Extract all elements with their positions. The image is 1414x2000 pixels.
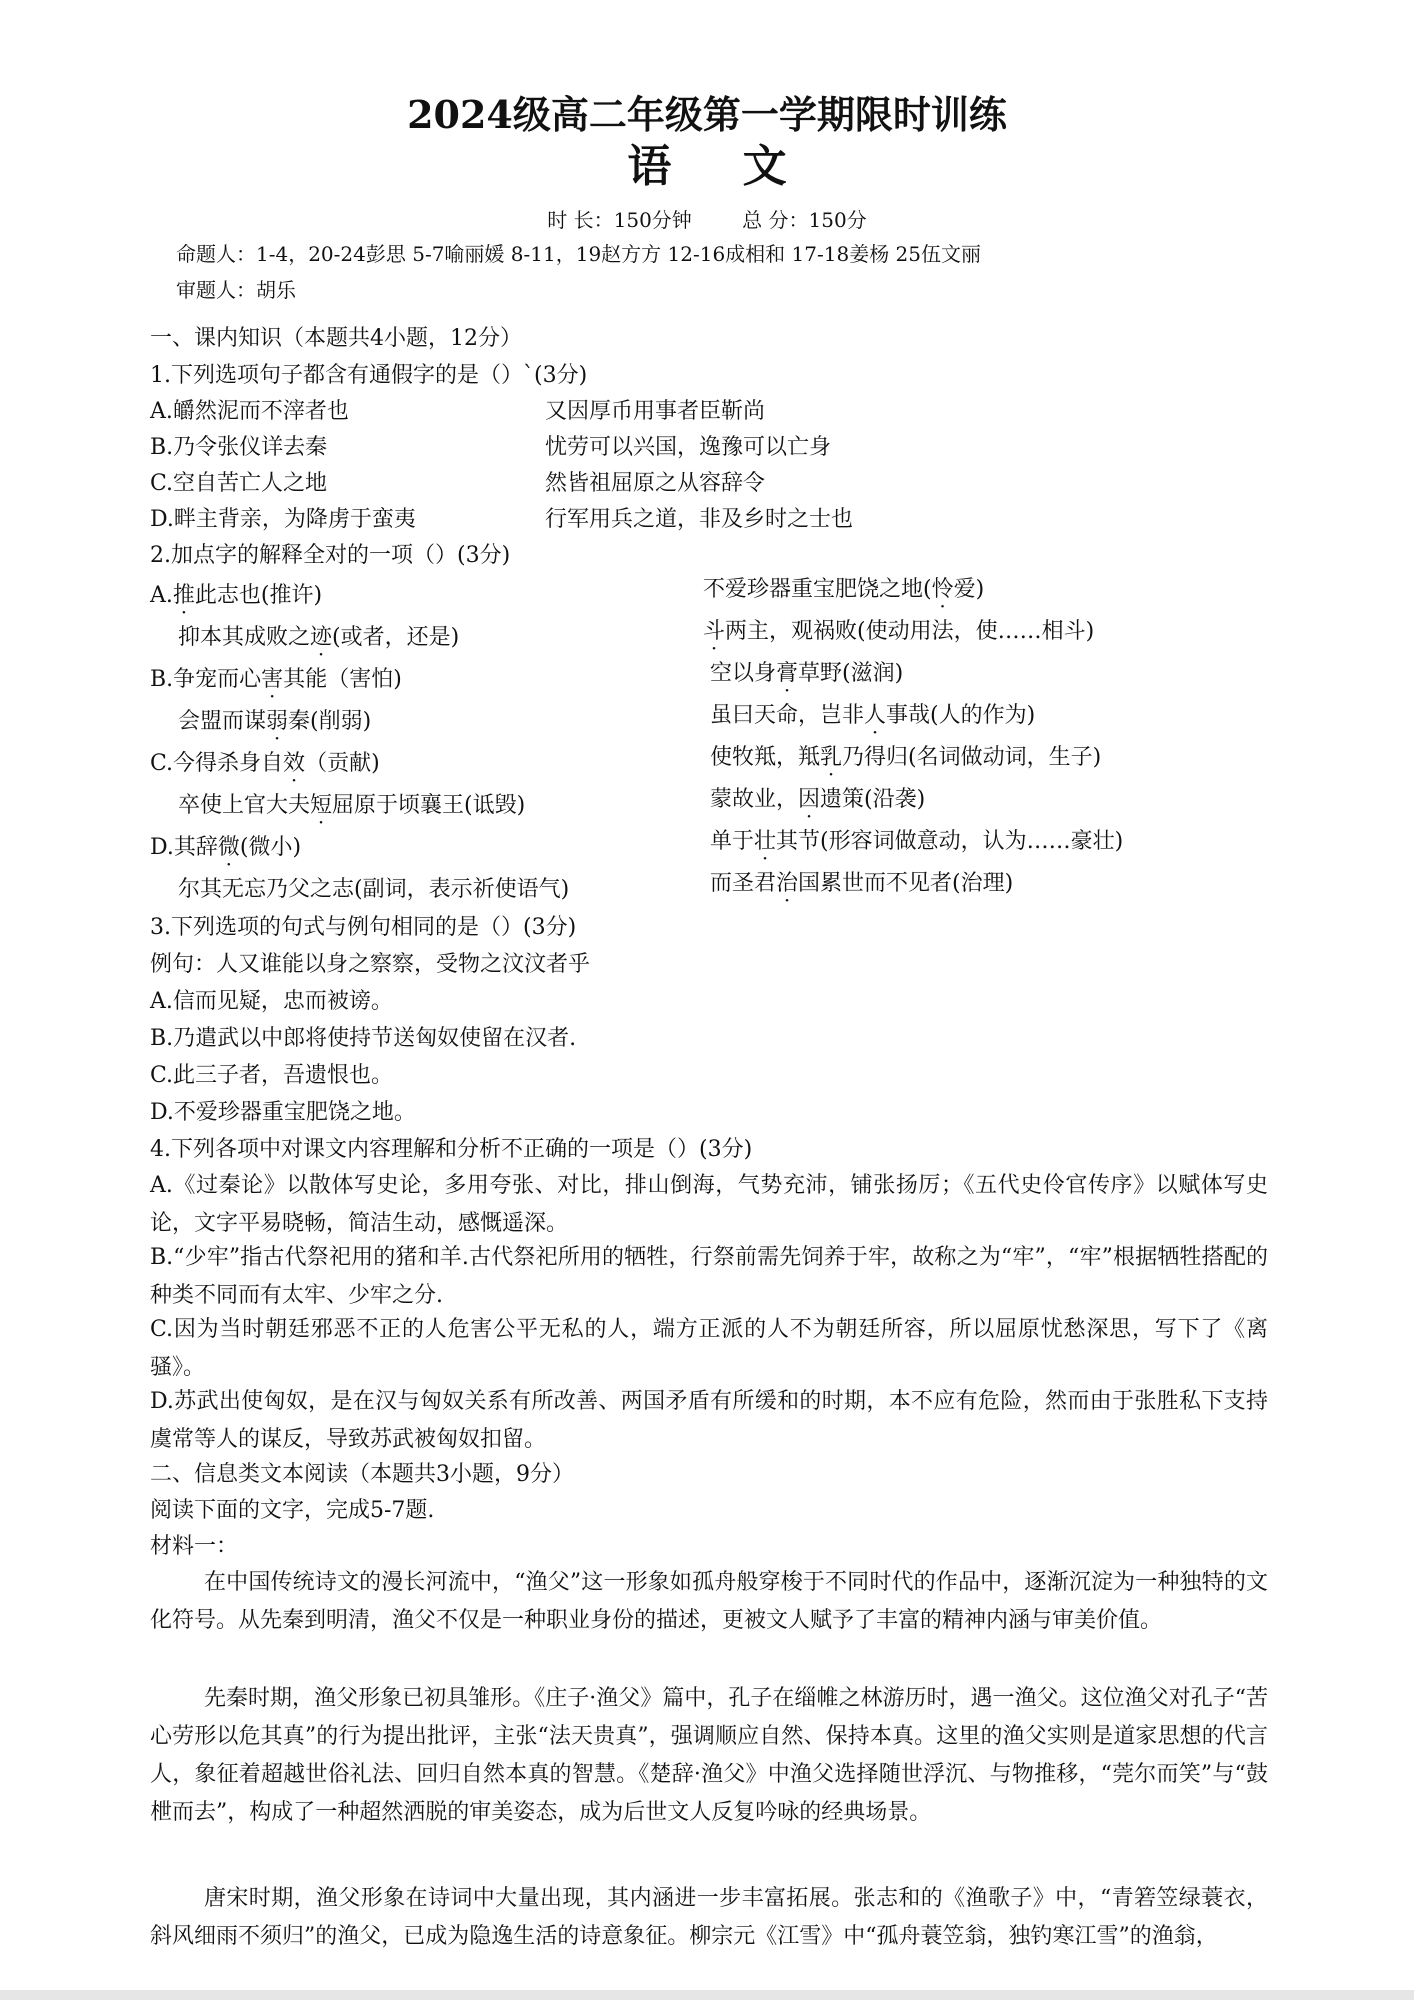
q2-row-a2-left: 抑本其成败之迹(或者，还是) bbox=[178, 625, 460, 650]
material-paragraph: 在中国传统诗文的漫长河流中，“渔父”这一形象如孤舟般穿梭于不同时代的作品中，逐渐沉淀为一种独特的文化符号。从先秦到明清，渔父不仅是一种职业身份的描述，更被文人赋予了丰富的精神内涵与审美价值。 bbox=[150, 1570, 1268, 1633]
dotted-char: 短 bbox=[310, 793, 333, 818]
q4-option-a: A.《过秦论》以散体写史论，多用夸张、对比，排山倒海，气势充沛，铺张扬厉；《五代史伶官传序》以赋体写史论，文字平易晓畅，简洁生动，感慨遥深。 bbox=[150, 1173, 1268, 1236]
dotted-char: 膏 bbox=[776, 661, 799, 686]
q2-row-a1-left: A.推此志也(推许) bbox=[150, 583, 323, 608]
material-label: 材料一： bbox=[150, 1534, 239, 1559]
exam-meta bbox=[0, 207, 1414, 233]
dotted-char: 效 bbox=[283, 751, 306, 776]
q2-row-c2-left: 卒使上官大夫短屈原于顷襄王(诋毁) bbox=[178, 793, 526, 818]
reviewer: 审题人：胡乐 bbox=[176, 278, 296, 302]
q3-example: 例句：人又谁能以身之察察，受物之汶汶者乎 bbox=[150, 952, 591, 977]
q2-row-c1-right: 使牧羝，羝乳乃得归(名词做动词，生子) bbox=[710, 745, 1102, 770]
duration: 时 长：150分钟 bbox=[547, 208, 692, 232]
q1-option-d-right: 行军用兵之道，非及乡时之士也 bbox=[545, 507, 854, 532]
dotted-char: 壮 bbox=[754, 829, 777, 854]
dotted-char: 人 bbox=[864, 703, 887, 728]
dotted-char: 推 bbox=[172, 583, 195, 608]
q2-row-d1-right: 单于壮其节(形容词做意动，认为……豪壮) bbox=[710, 829, 1124, 854]
dotted-char: 治 bbox=[776, 871, 799, 896]
q3-option-a: A.信而见疑，忠而被谤。 bbox=[150, 989, 393, 1014]
q3-option-c: C.此三子者，吾遗恨也。 bbox=[150, 1063, 394, 1088]
q3-option-d: D.不爱珍器重宝肥饶之地。 bbox=[150, 1100, 416, 1125]
q2-row-d1-left: D.其辞微(微小) bbox=[150, 835, 302, 860]
q2-row-a1-right: 不爱珍器重宝肥饶之地(怜爱) bbox=[703, 577, 985, 602]
dotted-char: 斗 bbox=[703, 619, 726, 644]
q1-option-a-right: 又因厚币用事者臣靳尚 bbox=[545, 399, 766, 424]
q4-option-b: B.“少牢”指古代祭祀用的猪和羊.古代祭祀所用的牺牲，行祭前需先饲养于牢，故称之为“牢”，“牢”根据牺牲搭配的种类不同而有太牢、少牢之分. bbox=[150, 1245, 1268, 1308]
q2-row-d2-right: 而圣君治国累世而不见者(治理) bbox=[710, 871, 1014, 896]
section2-instruction: 阅读下面的文字，完成5-7题. bbox=[150, 1498, 435, 1523]
material-paragraph: 唐宋时期，渔父形象在诗词中大量出现，其内涵进一步丰富拓展。张志和的《渔歌子》中，“青箬笠绿蓑衣，斜风细雨不须归”的渔父，已成为隐逸生活的诗意象征。柳宗元《江雪》中“孤舟蓑笠翁，独钓寒江雪”的渔翁， bbox=[150, 1886, 1268, 1949]
q2-row-b2-left: 会盟而谋弱秦(削弱) bbox=[178, 709, 372, 734]
q1-option-a-left: A.皭然泥而不滓者也 bbox=[150, 399, 349, 424]
q4-stem: 4.下列各项中对课文内容理解和分析不正确的一项是（）(3分) bbox=[150, 1137, 753, 1162]
q4-option-c: C.因为当时朝廷邪恶不正的人危害公平无私的人，端方正派的人不为朝廷所容，所以屈原忧愁深思，写下了《离骚》。 bbox=[150, 1317, 1268, 1380]
q3-stem: 3.下列选项的句式与例句相同的是（）(3分) bbox=[150, 915, 577, 940]
authors: 命题人：1-4，20-24彭思 5-7喻丽媛 8-11，19赵方方 12-16成相和 17-18姜杨 25伍文丽 bbox=[176, 242, 981, 266]
total-score: 总 分：150分 bbox=[742, 208, 867, 232]
q4-option-d: D.苏武出使匈奴，是在汉与匈奴关系有所改善、两国矛盾有所缓和的时期，本不应有危险，然而由于张胜私下支持虞常等人的谋反，导致苏武被匈奴扣留。 bbox=[150, 1389, 1268, 1452]
dotted-char: 因 bbox=[798, 787, 821, 812]
q1-option-c-right: 然皆祖屈原之从容辞令 bbox=[545, 471, 766, 496]
dotted-char: 迹 bbox=[310, 625, 333, 650]
material-paragraph: 先秦时期，渔父形象已初具雏形。《庄子·渔父》篇中，孔子在缁帷之林游历时，遇一渔父。这位渔父对孔子“苦心劳形以危其真”的行为提出批评，主张“法天贵真”，强调顺应自然、保持本真。这里的渔父实则是道家思想的代言人，象征着超越世俗礼法、回归自然本真的智慧。《楚辞·渔父》中渔父选择随世浮沉、与物推移，“莞尔而笑”与“鼓枻而去”，构成了一种超然洒脱的审美姿态，成为后世文人反复吟咏的经典场景。 bbox=[150, 1686, 1268, 1825]
q3-option-b: B.乃遣武以中郎将使持节送匈奴使留在汉者. bbox=[150, 1026, 577, 1051]
dotted-char: 害 bbox=[261, 667, 284, 692]
q2-row-b1-left: B.争宠而心害其能（害怕) bbox=[150, 667, 402, 692]
dotted-char: 怜 bbox=[931, 577, 954, 602]
page-bottom-edge bbox=[0, 1990, 1414, 2000]
q2-row-c1-left: C.今得杀身自效（贡献) bbox=[150, 751, 380, 776]
exam-title: 2024级高二年级第一学期限时训练 bbox=[407, 92, 1007, 137]
q1-option-c-left: C.空自苦亡人之地 bbox=[150, 471, 328, 496]
q2-stem: 2.加点字的解释全对的一项（）(3分) bbox=[150, 543, 511, 568]
q2-row-b2-right: 虽曰天命，岂非人事哉(人的作为) bbox=[710, 703, 1036, 728]
section2-heading: 二、信息类文本阅读（本题共3小题，9分） bbox=[150, 1462, 574, 1487]
q1-option-b-left: B.乃令张仪详去秦 bbox=[150, 435, 328, 460]
subject-title: 语 文 bbox=[627, 141, 815, 192]
section1-heading: 一、课内知识（本题共4小题，12分） bbox=[150, 326, 522, 351]
q2-row-a2-right: 斗两主，观祸败(使动用法，使……相斗) bbox=[703, 619, 1095, 644]
q2-row-b1-right: 空以身膏草野(滋润) bbox=[710, 661, 904, 686]
q1-stem: 1.下列选项句子都含有通假字的是（）`(3分) bbox=[150, 363, 588, 388]
q2-row-d2-left: 尔其无忘乃父之志(副词，表示祈使语气) bbox=[178, 877, 570, 902]
q2-row-c2-right: 蒙故业，因遗策(沿袭) bbox=[710, 787, 926, 812]
q1-option-b-right: 忧劳可以兴国，逸豫可以亡身 bbox=[545, 435, 832, 460]
dotted-char: 弱 bbox=[266, 709, 289, 734]
dotted-char: 微 bbox=[217, 835, 240, 860]
dotted-char: 乳 bbox=[820, 745, 843, 770]
q1-option-d-left: D.畔主背亲，为降虏于蛮夷 bbox=[150, 507, 416, 532]
